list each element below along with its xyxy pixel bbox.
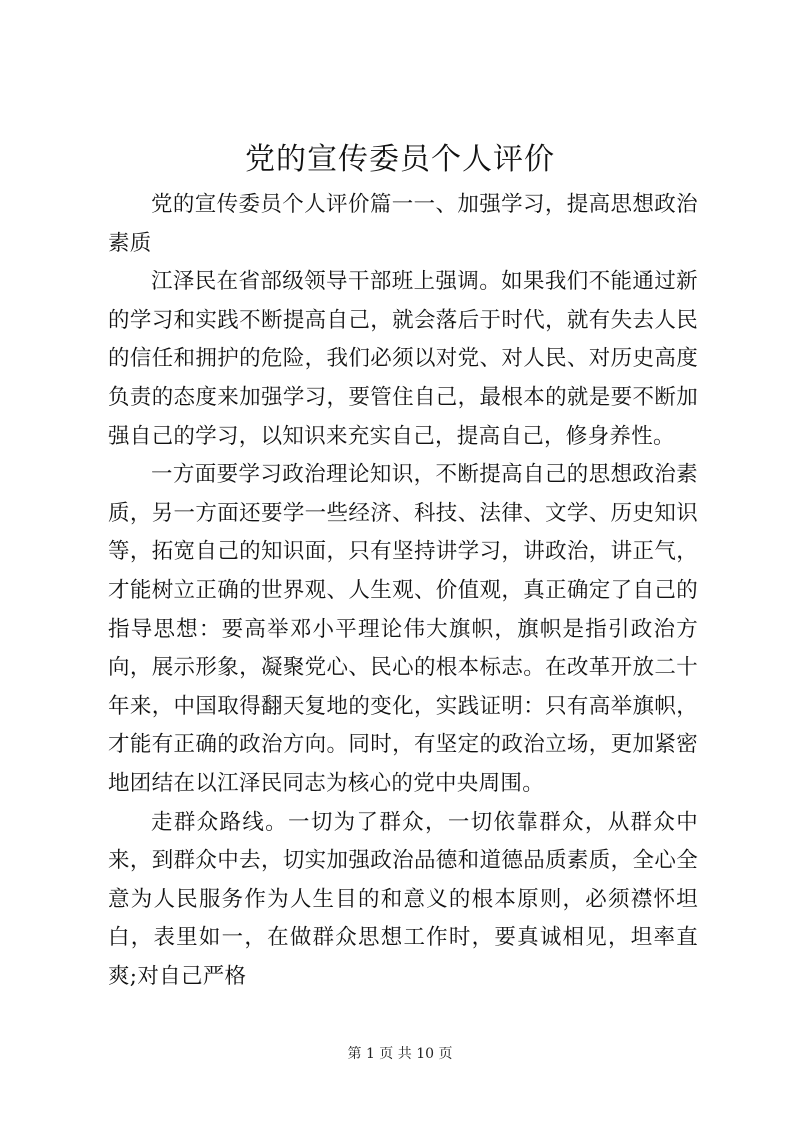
paragraph-4: 走群众路线。一切为了群众，一切依靠群众，从群众中来，到群众中去，切实加强政治品德和道德品质素质，全心全意为人民服务作为人生目的和意义的根本原则，必须襟怀坦白，表里如一，在做群众思想工作时，要真诚相见，坦率直爽;对自己严格 [108,809,698,989]
paragraph-1: 党的宣传委员个人评价篇一一、加强学习，提高思想政治素质 [108,192,698,256]
page-footer: 第 1 页 共 10 页 [347,1046,453,1062]
paragraph-3: 一方面要学习政治理论知识，不断提高自己的思想政治素质，另一方面还要学一些经济、科技、法律、文学、历史知识等，拓宽自己的知识面，只有坚持讲学习，讲政治，讲正气，才能树立正确的世界观、人生观、价值观，真正确定了自己的指导思想：要高举邓小平理论伟大旗帜，旗帜是指引政治方向，展示形象，凝聚党心、民心的根本标志。在改革开放二十年来，中国取得翻天复地的变化，实践证明：只有高举旗帜，才能有正确的政治方向。同时，有坚定的政治立场，更加紧密地团结在以江泽民同志为核心的党中央周围。 [108,462,698,796]
document-title: 党的宣传委员个人评价 [245,142,555,177]
document-body [108,186,698,996]
paragraph-2: 江泽民在省部级领导干部班上强调。如果我们不能通过新的学习和实践不断提高自己，就会落后于时代，就有失去人民的信任和拥护的危险，我们必须以对党、对人民、对历史高度负责的态度来加强学习，要管住自己，最根本的就是要不断加强自己的学习，以知识来充实自己，提高自己，修身养性。 [108,269,698,449]
